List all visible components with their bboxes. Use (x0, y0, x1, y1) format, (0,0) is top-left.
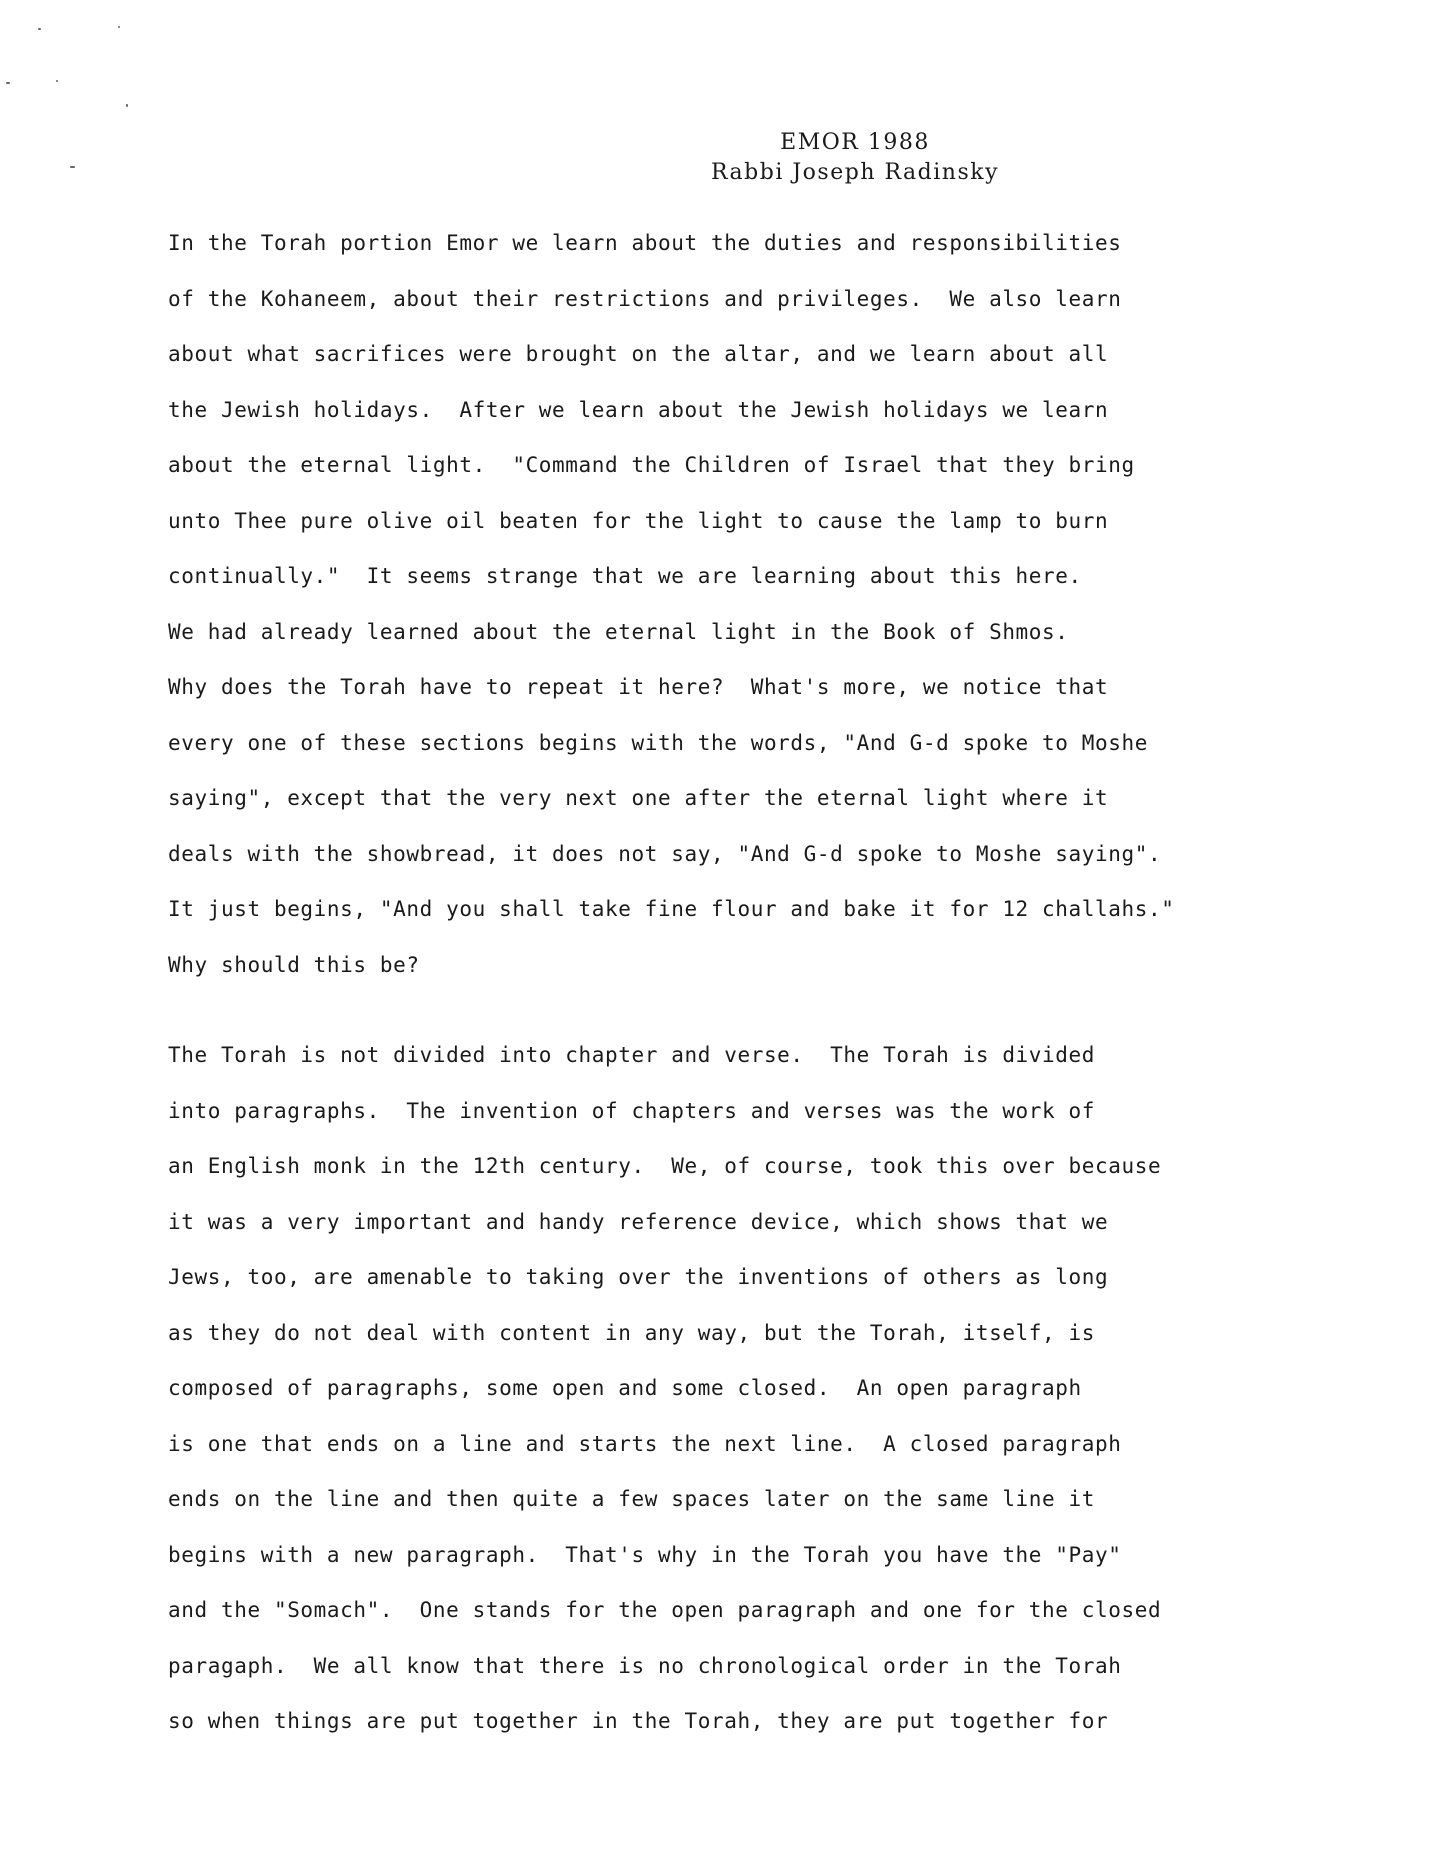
text-line: so when things are put together in the Torah, they are put together for (168, 1709, 1109, 1733)
text-line: Why should this be? (168, 952, 420, 977)
text-line: and the "Somach". One stands for the open paragraph and one for the closed (168, 1598, 1162, 1622)
text-line: every one of these sections begins with the words, "And G-d spoke to Moshe (168, 730, 1148, 755)
text-line: composed of paragraphs, some open and some closed. An open paragraph (168, 1376, 1082, 1400)
text-line: about what sacrifices were brought on the altar, and we learn about all (168, 342, 1109, 366)
text-line: It just begins, "And you shall take fine flour and bake it for 12 challahs." (168, 897, 1175, 921)
document-header (0, 128, 1430, 188)
text-line: deals with the showbread, it does not say, "And G-d spoke to Moshe saying". (168, 841, 1162, 866)
text-line: The Torah is not divided into chapter and verse. The Torah is divided (168, 1043, 1096, 1067)
text-line: the Jewish holidays. After we learn about the Jewish holidays we learn (168, 397, 1109, 422)
text-line: Jews, too, are amenable to taking over the inventions of others as long (168, 1265, 1109, 1289)
text-line: unto Thee pure olive oil beaten for the light to cause the lamp to burn (168, 508, 1109, 533)
text-line: begins with a new paragraph. That's why in the Torah you have the "Pay" (168, 1542, 1122, 1567)
text-line: paragaph. We all know that there is no chronological order in the Torah (168, 1653, 1122, 1678)
text-line: is one that ends on a line and starts the next line. A closed paragraph (168, 1431, 1122, 1456)
text-line: it was a very important and handy reference device, which shows that we (168, 1209, 1109, 1234)
text-line: ends on the line and then quite a few spaces later on the same line it (168, 1487, 1096, 1511)
document-title: EMOR 1988 (780, 130, 930, 155)
text-line: about the eternal light. "Command the Children of Israel that they bring (168, 453, 1135, 477)
text-line: Why does the Torah have to repeat it here? What's more, we notice that (168, 675, 1109, 699)
text-line: as they do not deal with content in any way, but the Torah, itself, is (168, 1320, 1096, 1345)
paragraph-2 (168, 1028, 1268, 1750)
text-line: In the Torah portion Emor we learn about the duties and responsibilities (168, 231, 1122, 255)
text-line: saying", except that the very next one after the eternal light where it (168, 786, 1109, 810)
document-author: Rabbi Joseph Radinsky (710, 160, 1000, 185)
text-line: of the Kohaneem, about their restrictions and privileges. We also learn (168, 286, 1122, 311)
paragraph-1 (168, 216, 1268, 993)
text-line: We had already learned about the eternal light in the Book of Shmos. (168, 619, 1069, 644)
text-line: into paragraphs. The invention of chapters and verses was the work of (168, 1098, 1096, 1123)
text-line: an English monk in the 12th century. We, of course, took this over because (168, 1154, 1162, 1178)
text-line: continually." It seems strange that we are learning about this here. (168, 564, 1082, 588)
